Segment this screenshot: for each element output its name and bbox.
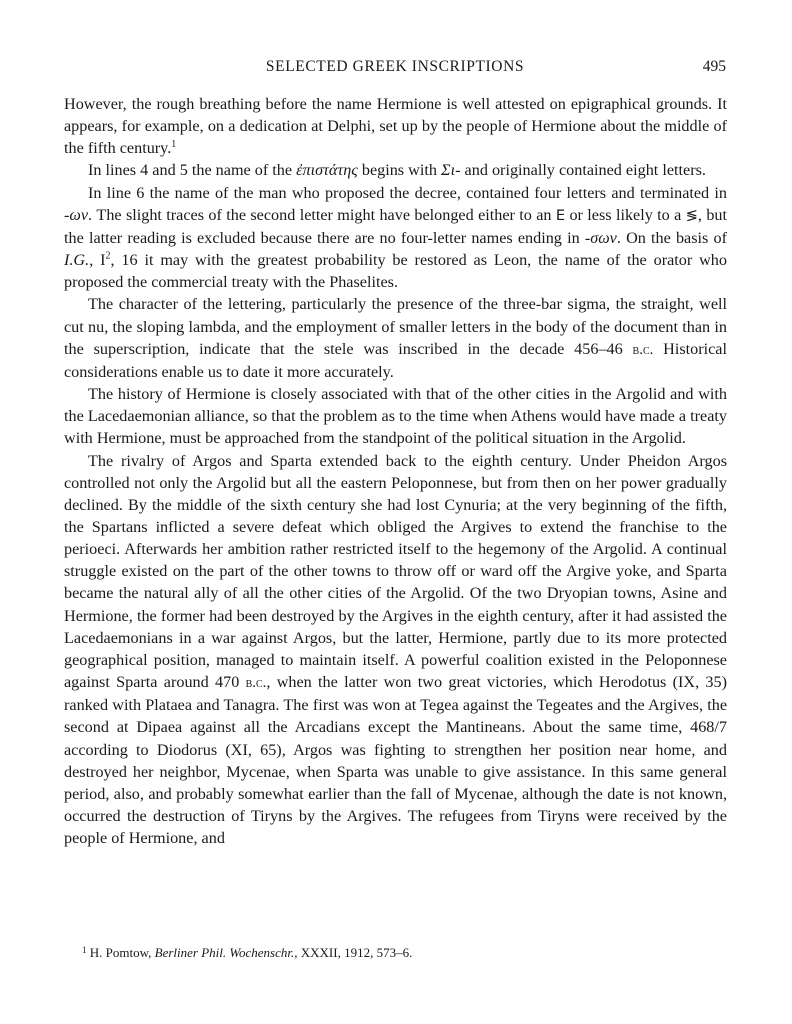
ig-citation: I.G. [64,251,90,270]
footnote-journal: Berliner Phil. Wochenschr. [154,945,295,960]
paragraph-3-text-a: In line 6 the name of the man who proposed the decree, contained four letters and terminated in [88,183,727,202]
paragraph-4-text-b: Historical considerations enable us to date it more accurately. [64,339,727,381]
paragraph-3-text-g: , 16 it may with the greatest probability be restored as Leon, the name of the orator who proposed the commercial treaty with the Phaselites. [64,251,727,292]
epigraphic-epsilon: E [555,206,566,224]
page-number: 495 [702,58,726,75]
paragraph-3-text-f: , I [89,251,106,270]
paragraph-3-text-b: . The slight traces of the second letter might have belonged either to an [88,205,556,224]
paragraph-1-text: However, the rough breathing before the name Hermione is well attested on epigraphical grounds. It appears, for example, on a dedication at Delphi, set up by the people of Hermione about the middle of the fifth century. [64,95,727,158]
running-title: SELECTED GREEK INSCRIPTIONS [265,58,525,75]
paragraph-2 [64,159,727,181]
paragraph-5: The history of Hermione is closely associated with that of the other cities in the Argolid and with the Lacedaemonian alliance, so that the problem as to the time when Athens would have made a treaty with Hermione, must be approached from the standpoint of the political situation in the Argolid. [64,385,727,448]
edition-superscript: 2 [105,250,111,262]
body-text [64,93,727,849]
paragraph-2-text-c: and originally contained eight letters. [460,161,706,180]
footnote-mark: 1 [82,945,87,955]
paragraph-4-text-a: The character of the lettering, particularly the presence of the three-bar sigma, the straight, well cut nu, the sloping lambda, and the employment of smaller letters in the body of the document than in the superscription, indicate that the stele was inscribed in the decade 456–46 [64,295,727,358]
paragraph-6-text-a: The rivalry of Argos and Sparta extended back to the eighth century. Under Pheidon Argos controlled not only the Argolid but all the eastern Peloponnese, but from then on her power gradually declined. By the middle of the sixth century she had lost Cynuria; at the very beginning of the fifth, the Spartans inflicted a severe defeat which obliged the Argives to extend the franchise to the perioeci. Afterwards her ambition rather restricted itself to the hegemony of the Argolid. A continual struggle existed on the part of the other towns to throw off or ward off the Argive yoke, and Sparta became the natural ally of all the other cities of the Argolid. Of the two Dryopian towns, Asine and Hermione, the former had been destroyed by the Argives in the eighth century, after it had assisted the Lacedaemonians in a war against Argos, but the latter, Hermione, partly due to its more protected geographical position, managed to maintain itself. A powerful coalition existed in the Peloponnese against Sparta around 470 [64,451,727,692]
paragraph-1 [64,93,727,159]
footnote-details: , XXXII, 1912, 573–6. [294,945,413,960]
paragraph-6-text-b: , when the latter won two great victories, which Herodotus (IX, 35) ranked with Plataea and Tanagra. The first was won at Tegea against the Tegeates and the Argives, the second at Dipaea against all the Arcadians except the Mantineans. About the same time, 468/7 according to Diodorus (XI, 65), Argos was fighting to strengthen her position near home, and destroyed her neighbor, Mycenae, when Sparta was unable to give assistance. In this same general period, also, and probably somewhat earlier than the fall of Mycenae, although the date is not known, occurred the destruction of Tiryns by the Argives. The refugees from Tiryns were received by the people of Hermione, and [64,673,728,848]
footnote-author: H. Pomtow, [89,945,155,960]
bc-abbrev: b.c. [245,675,267,692]
greek-epistates: ἐπιστάτης [296,161,358,180]
footnote-reference: 1 [171,139,177,151]
paragraph-2-text-b: begins with [357,161,441,180]
paragraph-4 [64,293,727,383]
paragraph-3-text-c: or less likely to a [565,205,686,224]
bc-abbrev: b.c. [632,341,654,358]
paragraph-3 [64,182,727,294]
paragraph-3-text-e: . On the basis of [616,228,727,247]
footnote [64,944,727,962]
paragraph-3-text-d: , but the latter reading is excluded because there are no four-letter names ending in [64,205,728,247]
paragraph-2-text-a: In lines 4 and 5 the name of the [88,161,297,180]
paragraph-6 [64,450,727,850]
greek-si: Σι- [440,161,461,180]
greek-on: -ων [64,205,89,224]
greek-son: -σων [584,228,617,247]
epigraphic-sigma: ≶ [685,206,698,224]
running-header [64,58,726,80]
